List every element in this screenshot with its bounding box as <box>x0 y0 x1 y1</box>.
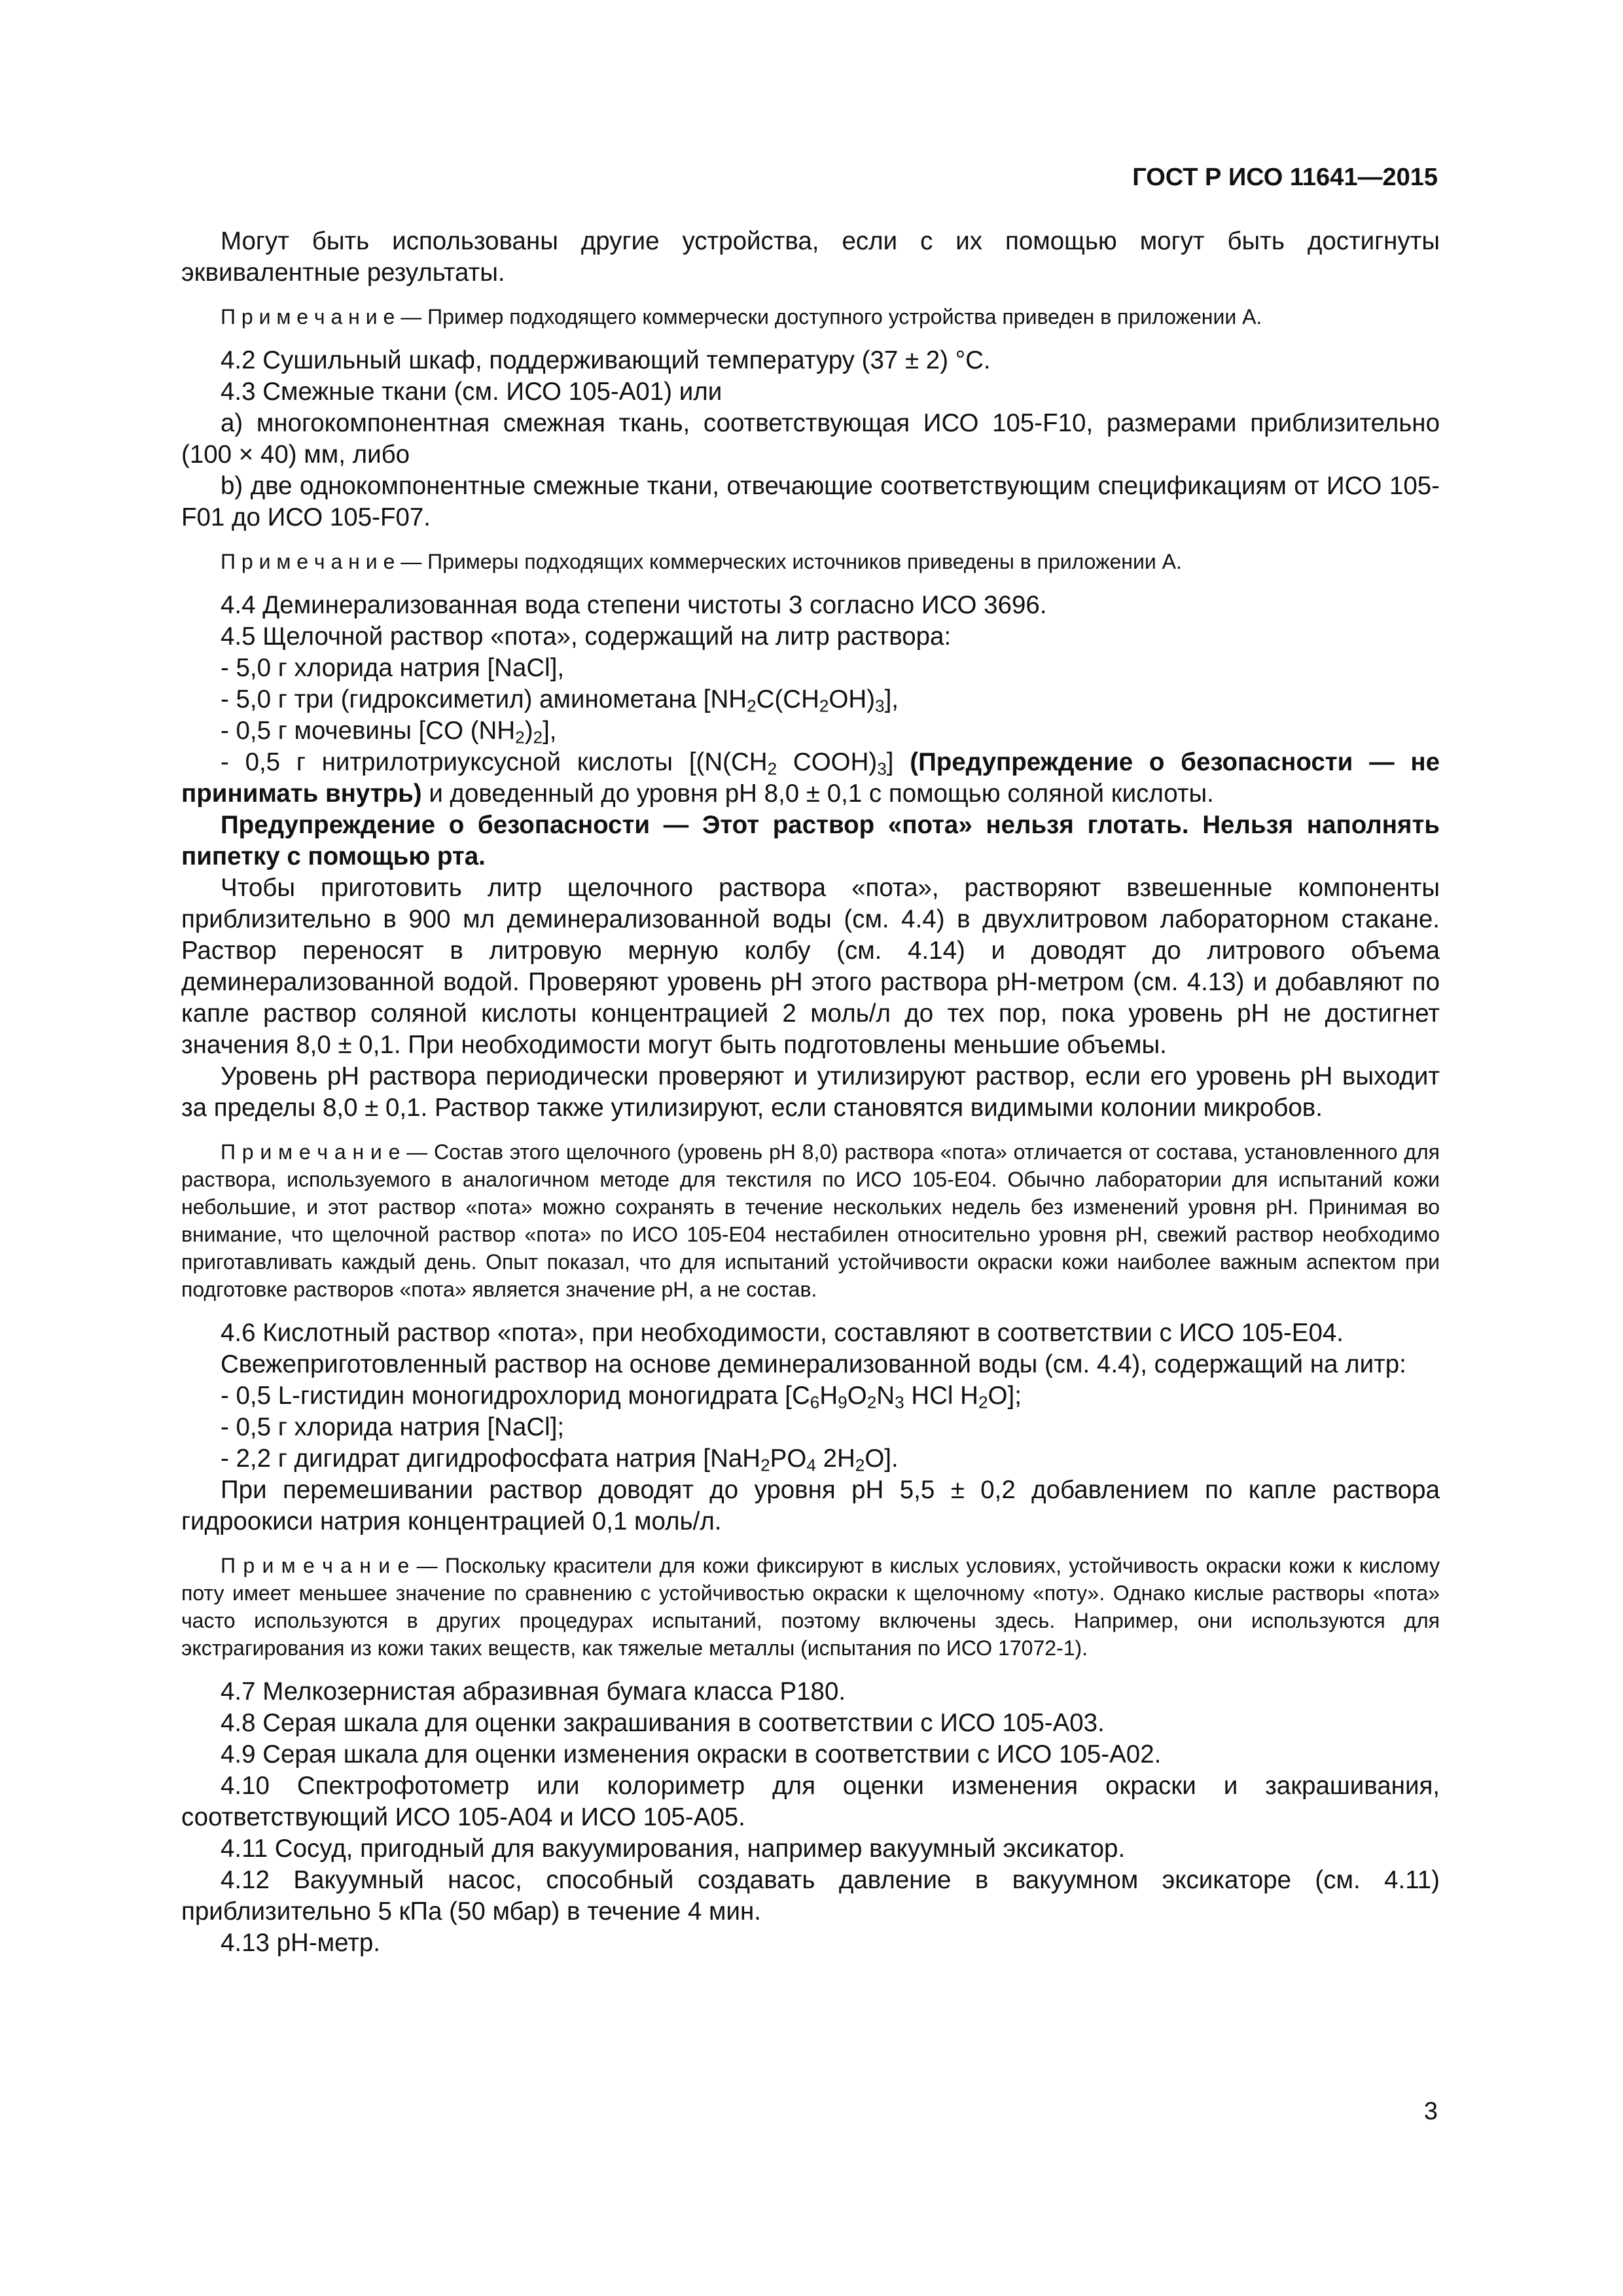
clause-4-6: 4.6 Кислотный раствор «пота», при необходимости, составляют в соответствии с ИСО 105-Е04. <box>221 1319 1344 1347</box>
list-item: - 0,5 г нитрилотриуксусной кислоты [($N(CH_2$ $COOH)_3$] (Предупреждение о безопасности — не принимать внутрь) и доведенный до уровня рН 8,0 ± 0,1 с помощью соляной кислоты. <box>181 748 1440 808</box>
safety-warning: Предупреждение о безопасности — Этот раствор «пота» нельзя глотать. Нельзя наполнять пипетку с помощью рта. <box>181 811 1440 870</box>
paragraph: Свежеприготовленный раствор на основе деминерализованной воды (см. 4.4), содержащий на литр: <box>221 1350 1406 1378</box>
document-header: ГОСТ Р ИСО 11641—2015 <box>1132 164 1438 191</box>
clause-4-9: 4.9 Серая шкала для оценки изменения окраски в соответствии с ИСО 105-А02. <box>221 1740 1162 1768</box>
paragraph: Уровень рН раствора периодически проверяют и утилизируют раствор, если его уровень рН выходит за пределы 8,0 ± 0,1. Раствор также утилизируют, если становятся видимыми колонии микробов. <box>181 1062 1440 1122</box>
clause-4-10: 4.10 Спектрофотометр или колориметр для оценки изменения окраски и закрашивания, соответствующий ИСО 105-А04 и ИСО 105-А05. <box>181 1772 1440 1831</box>
clause-4-12: 4.12 Вакуумный насос, способный создавать давление в вакуумном эксикаторе (см. 4.11) приблизительно 5 кПа (50 мбар) в течение 4 мин. <box>181 1866 1440 1926</box>
safety-warning-inline: (Предупреждение о безопасности — не принимать внутрь) <box>181 748 1440 808</box>
clause-4-3-b: b) две однокомпонентные смежные ткани, отвечающие соответствующим спецификациям от ИСО 105-F01 до ИСО 105-F07. <box>181 472 1440 531</box>
note: П р и м е ч а н и е — Пример подходящего коммерчески доступного устройства приведен в приложении А. <box>221 305 1262 329</box>
paragraph: Могут быть использованы другие устройства, если с их помощью могут быть достигнуты эквивалентные результаты. <box>181 227 1440 287</box>
document-body <box>181 226 1440 1959</box>
clause-4-11: 4.11 Сосуд, пригодный для вакуумирования, например вакуумный эксикатор. <box>221 1835 1126 1863</box>
clause-4-5: 4.5 Щелочной раствор «пота», содержащий на литр раствора: <box>221 622 952 651</box>
clause-4-7: 4.7 Мелкозернистая абразивная бумага класса Р180. <box>221 1677 846 1706</box>
clause-4-3: 4.3 Смежные ткани (см. ИСО 105-А01) или <box>221 378 722 406</box>
clause-4-3-a: a) многокомпонентная смежная ткань, соответствующая ИСО 105-F10, размерами приблизительно (100 × 40) мм, либо <box>181 409 1440 469</box>
clause-4-4: 4.4 Деминерализованная вода степени чистоты 3 согласно ИСО 3696. <box>221 591 1047 619</box>
clause-4-13: 4.13 рН-метр. <box>221 1929 381 1957</box>
list-item: - 0,5 L-гистидин моногидрохлорид моногидрата [$C_6H_9O_2N_3$ HCl $H_2O$]; <box>221 1382 1022 1412</box>
note: П р и м е ч а н и е — Примеры подходящих коммерческих источников приведены в приложении А. <box>221 550 1182 573</box>
paragraph: При перемешивании раствор доводят до уровня рН 5,5 ± 0,2 добавлением по капле раствора гидроокиси натрия концентрацией 0,1 моль/л. <box>181 1476 1440 1535</box>
list-item: - 0,5 г хлорида натрия [NaCl]; <box>221 1413 565 1441</box>
clause-4-2: 4.2 Сушильный шкаф, поддерживающий температуру (37 ± 2) °С. <box>221 346 991 374</box>
list-item: - 2,2 г дигидрат дигидрофосфата натрия [$NaH_2PO_4$ $2H_2O$]. <box>221 1444 899 1475</box>
list-item: - 5,0 г три (гидроксиметил) аминометана $[NH_2C(CH_2OH)_3]$, <box>221 685 899 716</box>
list-item: - 0,5 г мочевины [CO $(NH_2)_2$], <box>221 717 557 747</box>
clause-4-8: 4.8 Серая шкала для оценки закрашивания в соответствии с ИСО 105-А03. <box>221 1709 1105 1737</box>
list-item: - 5,0 г хлорида натрия [NaCl], <box>221 654 565 682</box>
note: П р и м е ч а н и е — Поскольку красители для кожи фиксируют в кислых условиях, устойчивость окраски кожи к кислому поту имеет меньшее значение по сравнению с устойчивостью окраски к щелочному «поту». Однако кислые растворы «пота» часто используются в других процедурах испытаний, поэтому включены здесь. Например, они используются для экстрагирования из кожи таких веществ, как тяжелые металлы (испытания по ИСО 17072-1). <box>181 1554 1440 1660</box>
paragraph: Чтобы приготовить литр щелочного раствора «пота», растворяют взвешенные компоненты приблизительно в 900 мл деминерализованной воды (см. 4.4) в двухлитровом лабораторном стакане. Раствор переносят в литровую мерную колбу (см. 4.14) и доводят до литрового объема деминерализованной водой. Проверяют уровень рН этого раствора рН-метром (см. 4.13) и добавляют по капле раствор соляной кислоты концентрацией 2 моль/л до тех пор, пока уровень рН не достигнет значения 8,0 ± 0,1. При необходимости могут быть подготовлены меньшие объемы. <box>181 874 1440 1059</box>
page-number: 3 <box>1423 2098 1438 2125</box>
note: П р и м е ч а н и е — Состав этого щелочного (уровень рН 8,0) раствора «пота» отличается от состава, установленного для раствора, используемого в аналогичном методе для текстиля по ИСО 105-Е04. Обычно лаборатории для испытаний кожи небольшие, и этот раствор «пота» можно сохранять в течение нескольких недель без изменений уровня рН. Принимая во внимание, что щелочной раствор «пота» по ИСО 105-Е04 нестабилен относительно уровня рН, свежий раствор необходимо приготавливать каждый день. Опыт показал, что для испытаний устойчивости окраски кожи наиболее важным аспектом при подготовке растворов «пота» является значение рН, а не состав. <box>181 1140 1440 1301</box>
